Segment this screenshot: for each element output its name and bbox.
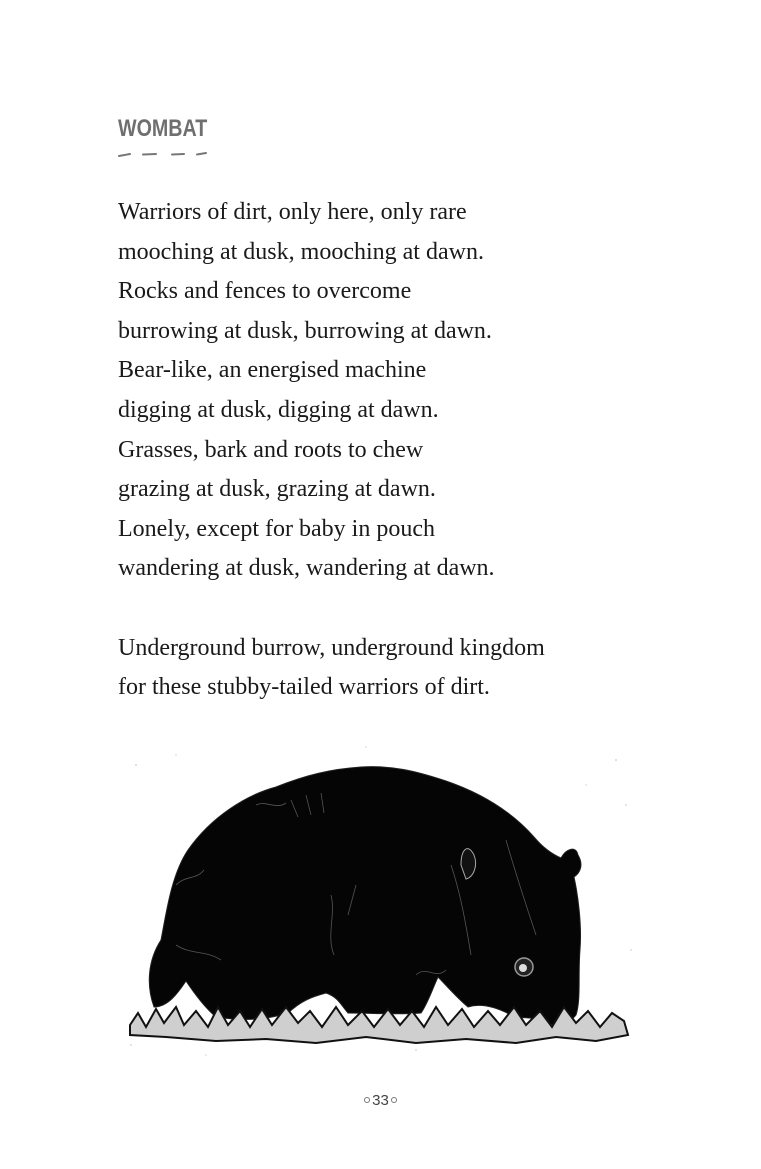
poem-line: for these stubby-tailed warriors of dirt. — [118, 674, 490, 701]
poem-line: burrowing at dusk, burrowing at dawn. — [118, 317, 492, 344]
page-number-dot-left-icon — [364, 1097, 370, 1103]
stanza-1 — [118, 193, 678, 589]
page-number-dot-right-icon — [391, 1097, 397, 1103]
stanza-2 — [118, 629, 678, 708]
poem-line: Grasses, bark and roots to chew — [118, 436, 424, 463]
poem-line: mooching at dusk, mooching at dawn. — [118, 238, 484, 265]
poem-line: Rocks and fences to overcome — [118, 278, 412, 305]
poem-line: Warriors of dirt, only here, only rare — [118, 199, 467, 225]
dashed-underline-decoration — [118, 151, 210, 157]
poem-line: Bear-like, an energised machine — [118, 357, 427, 384]
poem-line: wandering at dusk, wandering at dawn. — [118, 555, 495, 582]
page-number — [0, 1092, 761, 1109]
wombat-body — [149, 767, 581, 1025]
wombat-illustration — [116, 745, 646, 1065]
poem-title: WOMBAT — [118, 115, 208, 142]
page-number-value: 33 — [372, 1092, 389, 1109]
poem-line: Lonely, except for baby in pouch — [118, 515, 436, 542]
poem-line: Underground burrow, underground kingdom — [118, 634, 545, 661]
poem-line: digging at dusk, digging at dawn. — [118, 396, 439, 423]
poem-line: grazing at dusk, grazing at dawn. — [118, 476, 436, 503]
poem-body — [118, 193, 678, 747]
